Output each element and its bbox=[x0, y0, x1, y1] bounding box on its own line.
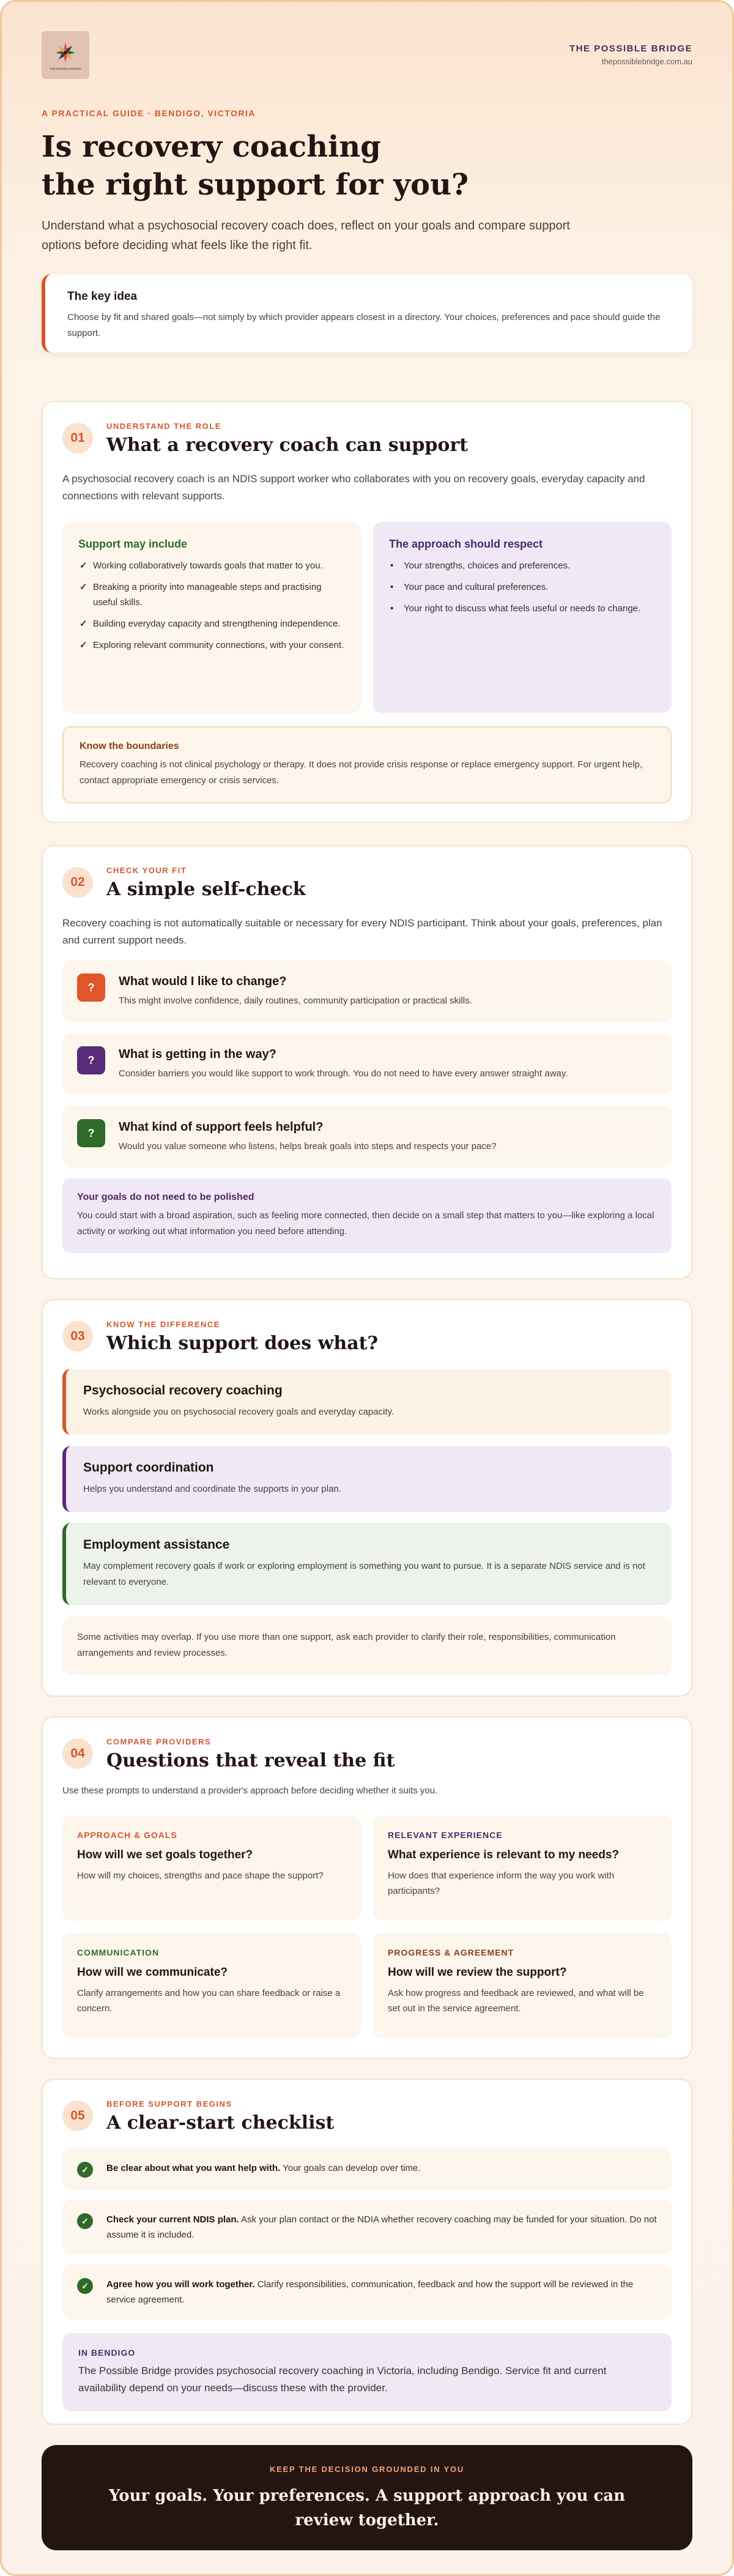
list-item: ✓ Exploring relevant community connections, with your consent. bbox=[78, 638, 345, 653]
boundaries-text: Recovery coaching is not clinical psychology or therapy. It does not provide crisis response or replace emergency support. For urgent help, contact appropriate emergency or crisis services. bbox=[80, 759, 643, 786]
section-intro: Use these prompts to understand a provider's approach before deciding whether it suits you. bbox=[62, 1785, 438, 1796]
support-type-title: Employment assistance bbox=[83, 1538, 230, 1552]
section-title: What a recovery coach can support bbox=[106, 434, 469, 456]
check-icon: ✓ bbox=[77, 2213, 93, 2229]
section-number: 05 bbox=[62, 2101, 93, 2131]
bendigo-note-text: The Possible Bridge provides psychosocial recovery coaching in Victoria, including Bendigo. Service fit and current availability depend on your needs—discuss these with the provider. bbox=[78, 2365, 607, 2394]
section-understand-role bbox=[42, 401, 692, 823]
support-type-card bbox=[62, 1523, 672, 1605]
support-type-card bbox=[62, 1446, 672, 1512]
list-item: ✓ Working collaboratively towards goals that matter to you. bbox=[78, 558, 345, 573]
support-type-text: Helps you understand and coordinate the supports in your plan. bbox=[83, 1484, 341, 1494]
question-text: This might involve confidence, daily routines, community participation or practical skills. bbox=[119, 996, 472, 1006]
boundaries-title: Know the boundaries bbox=[80, 741, 179, 751]
support-type-card bbox=[62, 1369, 672, 1435]
page-title bbox=[42, 128, 692, 204]
check-icon: ✓ bbox=[80, 582, 87, 592]
card-title: How will we review the support? bbox=[388, 1966, 567, 1979]
section-number: 01 bbox=[62, 423, 93, 453]
page-title-line-2: the right support for you? bbox=[42, 168, 469, 202]
bendigo-note-title: IN BENDIGO bbox=[78, 2348, 136, 2358]
card-kicker: PROGRESS & AGREEMENT bbox=[388, 1948, 514, 1957]
card-text: How will my choices, strengths and pace shape the support? bbox=[77, 1871, 324, 1881]
check-icon: ✓ bbox=[77, 2162, 93, 2178]
goals-note-title: Your goals do not need to be polished bbox=[77, 1192, 254, 1202]
question-title: What is getting in the way? bbox=[119, 1048, 276, 1061]
section-title: A clear-start checklist bbox=[106, 2112, 335, 2134]
card-text: Clarify arrangements and how you can share feedback or raise a concern. bbox=[77, 1988, 341, 2014]
card-kicker: RELEVANT EXPERIENCE bbox=[388, 1830, 503, 1840]
self-check-question bbox=[62, 1106, 672, 1167]
section-header bbox=[62, 422, 672, 456]
support-type-title: Support coordination bbox=[83, 1461, 214, 1475]
section-intro: Recovery coaching is not automatically suitable or necessary for every NDIS participant. Think about your goals, preferences, plan and current support needs. bbox=[62, 917, 662, 946]
checklist-item-bold: Be clear about what you want help with. bbox=[106, 2163, 281, 2173]
card-text: Ask how progress and feedback are reviewed, and what will be set out in the service agreement. bbox=[388, 1988, 644, 2014]
section-compare-providers bbox=[42, 1716, 692, 2059]
checklist-item-text: Clarify responsibilities, communication, feedback and how the support will be reviewed in the service agreement. bbox=[106, 2279, 634, 2305]
section-self-check bbox=[42, 845, 692, 1279]
goals-note-text: You could start with a broad aspiration, such as feeling more connected, then decide on a small step that matters to you—like exploring a local activity or working out what information you need before attending. bbox=[77, 1210, 654, 1237]
checklist-item-text: Ask your plan contact or the NDIA whether recovery coaching may be funded for your situation. Do not assume it is included. bbox=[106, 2214, 657, 2240]
check-icon: ✓ bbox=[80, 619, 87, 629]
card-kicker: APPROACH & GOALS bbox=[77, 1830, 177, 1840]
page-title-line-1: Is recovery coaching bbox=[42, 130, 381, 164]
approach-respect-box bbox=[373, 522, 672, 713]
list-item: • Your right to discuss what feels useful or needs to change. bbox=[389, 601, 656, 616]
bullet-icon: • bbox=[390, 603, 394, 614]
section-kicker: KNOW THE DIFFERENCE bbox=[106, 1320, 220, 1329]
section-title: A simple self-check bbox=[106, 879, 306, 900]
section-know-difference bbox=[42, 1299, 692, 1697]
card-title: What experience is relevant to my needs? bbox=[388, 1848, 620, 1861]
hero-eyebrow: A PRACTICAL GUIDE · BENDIGO, VICTORIA bbox=[42, 108, 256, 118]
approach-respect-title: The approach should respect bbox=[389, 538, 543, 550]
card-kicker: COMMUNICATION bbox=[77, 1948, 160, 1957]
question-icon: ? bbox=[77, 1119, 105, 1147]
closing-banner bbox=[42, 2445, 692, 2550]
section-kicker: UNDERSTAND THE ROLE bbox=[106, 422, 221, 431]
question-title: What would I like to change? bbox=[119, 975, 287, 988]
overlap-note: Some activities may overlap. If you use more than one support, ask each provider to clarify their role, responsibilities, communication arrangements and review processes. bbox=[62, 1616, 672, 1675]
section-number: 04 bbox=[62, 1738, 93, 1769]
card-title: How will we communicate? bbox=[77, 1966, 228, 1979]
support-type-title: Psychosocial recovery coaching bbox=[83, 1383, 283, 1398]
sunburst-logo-icon bbox=[47, 37, 84, 73]
closing-quote: Your goals. Your preferences. A support approach you can review together. bbox=[108, 2487, 626, 2529]
section-kicker: COMPARE PROVIDERS bbox=[106, 1737, 212, 1746]
provider-question-card bbox=[62, 1815, 361, 1921]
check-icon: ✓ bbox=[80, 560, 87, 571]
question-text: Would you value someone who listens, helps break goals into steps and respects your pace? bbox=[119, 1141, 497, 1152]
check-icon: ✓ bbox=[80, 640, 87, 650]
provider-question-card bbox=[373, 1815, 672, 1921]
section-number: 02 bbox=[62, 867, 93, 898]
support-type-text: Works alongside you on psychosocial recovery goals and everyday capacity. bbox=[83, 1407, 395, 1417]
hero bbox=[2, 2, 732, 381]
closing-kicker: KEEP THE DECISION GROUNDED IN YOU bbox=[269, 2465, 465, 2474]
brand-block bbox=[569, 43, 692, 66]
question-icon: ? bbox=[77, 1046, 105, 1074]
section-number: 03 bbox=[62, 1321, 93, 1352]
bendigo-note bbox=[62, 2333, 672, 2411]
self-check-question bbox=[62, 960, 672, 1022]
question-text: Consider barriers you would like support to work through. You do not need to have every answer straight away. bbox=[119, 1068, 568, 1079]
checklist-item bbox=[62, 2200, 672, 2255]
self-check-question bbox=[62, 1033, 672, 1095]
brand-name: THE POSSIBLE BRIDGE bbox=[569, 43, 692, 54]
provider-question-card bbox=[62, 1933, 361, 2038]
logo-wordmark: THE POSSIBLE BRIDGE bbox=[50, 67, 81, 70]
bullet-icon: • bbox=[390, 560, 394, 571]
card-title: How will we set goals together? bbox=[77, 1848, 253, 1861]
checklist-item-text: Your goals can develop over time. bbox=[280, 2163, 421, 2173]
question-icon: ? bbox=[77, 973, 105, 1002]
list-item: • Your strengths, choices and preferences. bbox=[389, 558, 656, 573]
support-type-text: May complement recovery goals if work or exploring employment is something you want to pursue. It is a separate NDIS service and is not relevant to everyone. bbox=[83, 1561, 645, 1587]
support-may-include-title: Support may include bbox=[78, 538, 188, 550]
section-kicker: BEFORE SUPPORT BEGINS bbox=[106, 2099, 232, 2109]
list-item: ✓ Building everyday capacity and strengthening independence. bbox=[78, 616, 345, 631]
key-idea-card bbox=[42, 274, 692, 352]
card-text: How does that experience inform the way you work with participants? bbox=[388, 1871, 615, 1896]
checklist-item-bold: Agree how you will work together. bbox=[106, 2279, 255, 2290]
boundaries-notice bbox=[62, 726, 672, 803]
section-title: Questions that reveal the fit bbox=[106, 1750, 395, 1771]
provider-question-card bbox=[373, 1933, 672, 2038]
question-title: What kind of support feels helpful? bbox=[119, 1120, 324, 1134]
brand-logo bbox=[42, 31, 89, 79]
list-item: ✓ Breaking a priority into manageable steps and practising useful skills. bbox=[78, 579, 345, 610]
section-title: Which support does what? bbox=[106, 1333, 379, 1354]
check-icon: ✓ bbox=[77, 2278, 93, 2294]
hero-lede: Understand what a psychosocial recovery coach does, reflect on your goals and compare support options before deciding what feels like the right fit. bbox=[42, 219, 570, 252]
bullet-icon: • bbox=[390, 582, 394, 592]
checklist-item bbox=[62, 2148, 672, 2190]
section-checklist bbox=[42, 2079, 692, 2425]
list-item: • Your pace and cultural preferences. bbox=[389, 579, 656, 595]
checklist-item bbox=[62, 2265, 672, 2320]
brand-url[interactable]: thepossiblebridge.com.au bbox=[601, 57, 692, 66]
section-intro: A psychosocial recovery coach is an NDIS support worker who collaborates with you on recovery goals, everyday capacity and connections with relevant supports. bbox=[62, 473, 645, 502]
checklist-item-bold: Check your current NDIS plan. bbox=[106, 2214, 239, 2225]
section-kicker: CHECK YOUR FIT bbox=[106, 866, 187, 875]
key-idea-text: Choose by fit and shared goals—not simply by which provider appears closest in a directory. Your choices, preferences and pace should guide the support. bbox=[67, 312, 661, 338]
key-idea-title: The key idea bbox=[67, 290, 138, 303]
goals-note bbox=[62, 1178, 672, 1253]
support-may-include-box bbox=[62, 522, 361, 713]
